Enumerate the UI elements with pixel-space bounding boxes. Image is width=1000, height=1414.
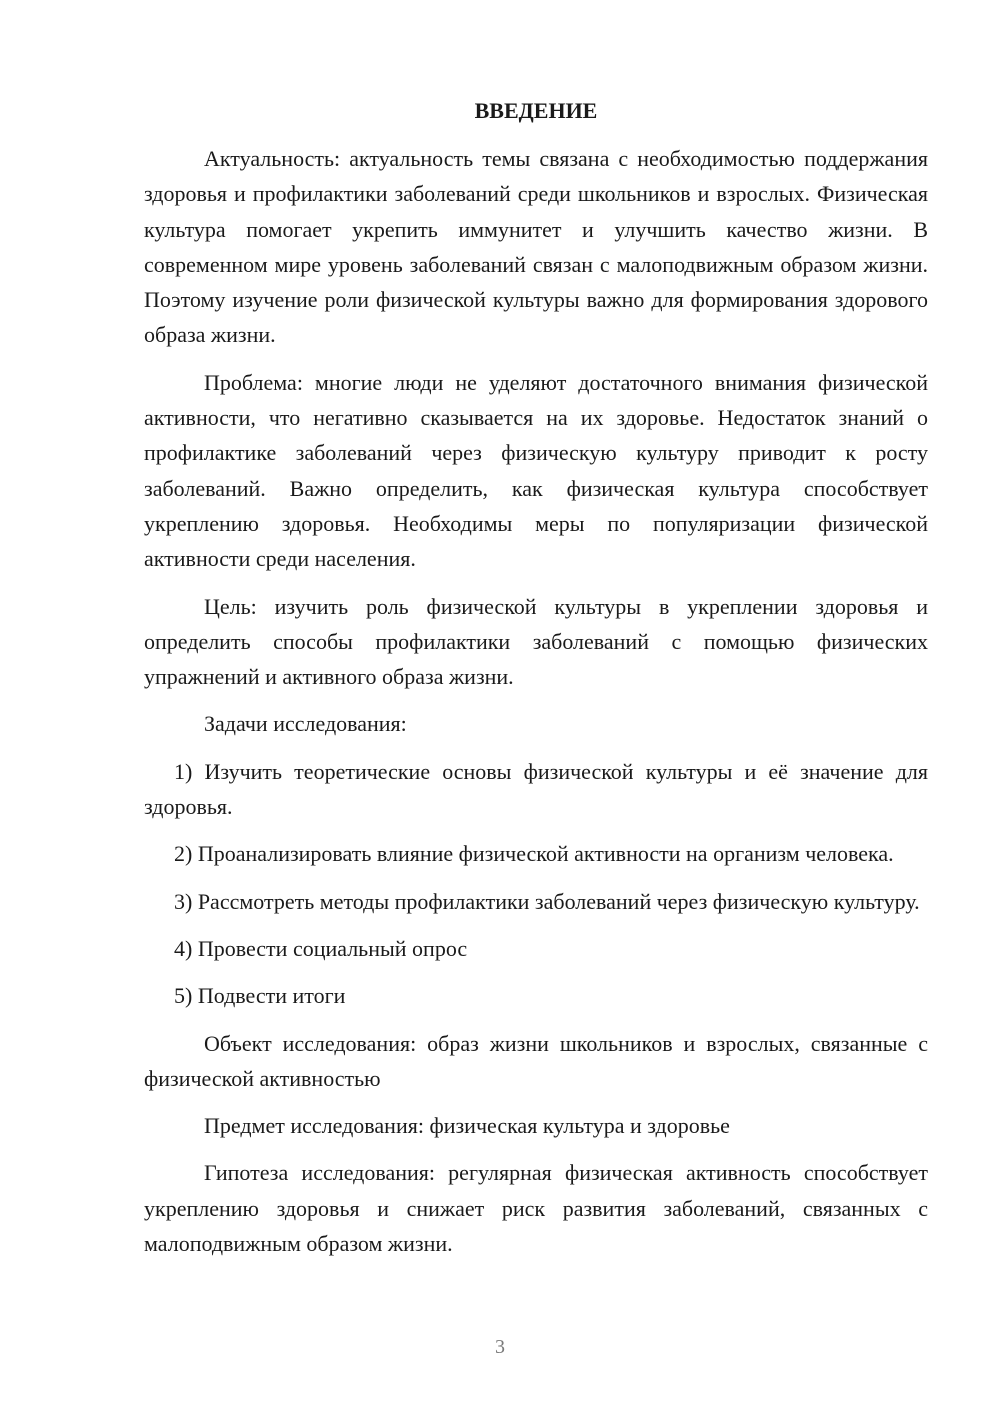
task-item-5: 5) Подвести итоги <box>174 983 346 1009</box>
paragraph-subject: Предмет исследования: физическая культура и здоровье <box>204 1113 730 1139</box>
paragraph-goal: Цель: изучить роль физической культуры в укреплении здоровья и определить способы профилактики заболеваний с помощью физических упражнений и активного образа жизни. <box>144 593 928 690</box>
document-body <box>144 95 928 1273</box>
paragraph-relevance: Актуальность: актуальность темы связана с необходимостью поддержания здоровья и профилактики заболеваний среди школьников и взрослых. Физическая культура помогает укрепить иммунитет и улучшить качество жизни. В современном мире уровень заболеваний связан с малоподвижным образом жизни. Поэтому изучение роли физической культуры важно для формирования здорового образа жизни. <box>144 146 928 348</box>
page-number: 3 <box>495 1336 505 1358</box>
paragraph-hypothesis: Гипотеза исследования: регулярная физическая активность способствует укреплению здоровья и снижает риск развития заболеваний, связанных с малоподвижным образом жизни. <box>144 1160 928 1257</box>
task-item-4: 4) Провести социальный опрос <box>174 935 468 961</box>
section-heading: ВВЕДЕНИЕ <box>474 98 598 123</box>
paragraph-problem: Проблема: многие люди не уделяют достаточного внимания физической активности, что негативно сказывается на их здоровье. Недостаток знаний о профилактике заболеваний через физическую культуру приводит к росту заболеваний. Важно определить, как физическая культура способствует укреплению здоровья. Необходимы меры по популяризации физической активности среди населения. <box>144 369 928 572</box>
paragraph-tasks-heading: Задачи исследования: <box>204 711 407 737</box>
task-item-3: 3) Рассмотреть методы профилактики заболеваний через физическую культуру. <box>174 888 920 914</box>
task-item-2: 2) Проанализировать влияние физической активности на организм человека. <box>174 841 894 867</box>
paragraph-object: Объект исследования: образ жизни школьников и взрослых, связанные с физической активностью <box>144 1030 928 1091</box>
task-item-1: 1) Изучить теоретические основы физической культуры и её значение для здоровья. <box>144 758 928 820</box>
